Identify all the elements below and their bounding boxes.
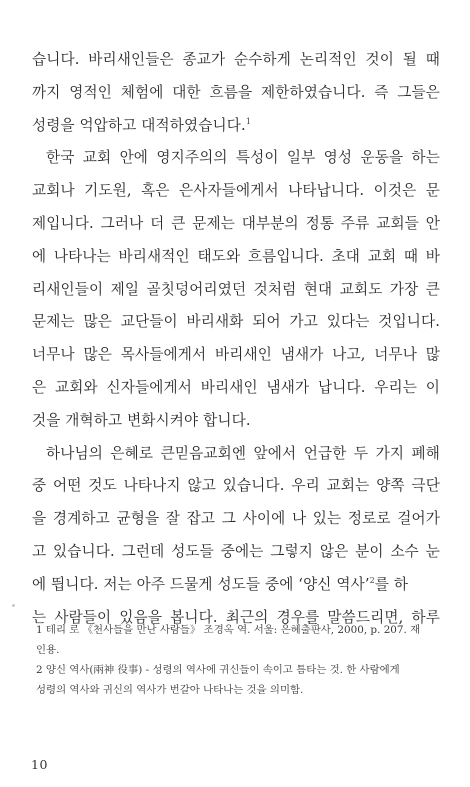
footnote-mark: 2 [369, 575, 375, 585]
margin-mark [12, 604, 15, 607]
body-line-tail: 를 하 [374, 575, 409, 593]
footnote-mark: 1 [245, 116, 252, 126]
body-line: 하나님의 은혜로 큰믿음교회엔 앞에서 언급한 두 가지 폐해 [46, 444, 440, 462]
body-line: 을 경계하고 균형을 잘 잡고 그 사이에 나 있는 정로로 걸어가 [32, 510, 440, 528]
body-line: 너무나 많은 목사들에게서 바리새인 냄새가 나고, 너무나 많 [32, 346, 440, 364]
body-line: 은 교회와 신자들에게서 바리새인 냄새가 납니다. 우리는 이 [32, 378, 440, 396]
body-line [32, 110, 440, 143]
footnote-line: 성령의 역사와 귀신의 역사가 번갈아 나타나는 것을 의미함. [36, 684, 304, 696]
body-line [32, 569, 440, 602]
footnotes [36, 620, 440, 700]
body-line: 교회나 기도원, 혹은 은사자들에게서 나타납니다. 이것은 문 [32, 182, 440, 200]
body-line: 한국 교회 안에 영지주의의 특성이 일부 영성 운동을 하는 [46, 149, 440, 167]
body-line-text: 성령을 억압하고 대적하였습니다. [32, 116, 246, 134]
body-line: 고 있습니다. 그런데 성도들 중에는 그렇지 않은 분이 소수 눈 [32, 542, 440, 560]
footnote-line: 2 양신 역사(兩神 役事) - 성령의 역사에 귀신들이 속이고 틈타는 것. 한 사람에게 [36, 664, 400, 676]
body-line: 습니다. 바리새인들은 종교가 순수하게 논리적인 것이 될 때 [32, 51, 440, 68]
body-line: 것을 개혁하고 변화시켜야 합니다. [32, 411, 251, 429]
footnote-line: 1 테리 로 《천사들을 만난 사람들》 조경옥 역. 서울: 은혜출판사, 2000, p. 207. 재 [36, 624, 421, 636]
body-line: 문제는 많은 교단들이 바리새화 되어 가고 있다는 것입니다. [32, 313, 440, 331]
footnote-line: 인용. [36, 644, 60, 656]
page-number: 10 [31, 757, 48, 772]
body-line: 까지 영적인 체험에 대한 흐름을 제한하였습니다. 즉 그들은 [32, 83, 440, 101]
body-line: 리새인들이 제일 골칫덩어리였던 것처럼 현대 교회도 가장 큰 [32, 280, 440, 298]
body-line: 제입니다. 그러나 더 큰 문제는 대부분의 정통 주류 교회들 안 [32, 214, 440, 232]
body-text [32, 44, 440, 634]
body-line: 는 사람들이 있음을 봅니다. 최근의 경우를 말씀드리면, 하루 [32, 608, 440, 626]
body-line: 중 어떤 것도 나타나지 않고 있습니다. 우리 교회는 양쪽 극단 [32, 477, 440, 495]
body-line: 에 나타나는 바리새적인 태도와 흐름입니다. 초대 교회 때 바 [32, 247, 440, 265]
body-line-text: 에 띕니다. 저는 아주 드물게 성도들 중에 ‘양신 역사’ [32, 575, 370, 593]
